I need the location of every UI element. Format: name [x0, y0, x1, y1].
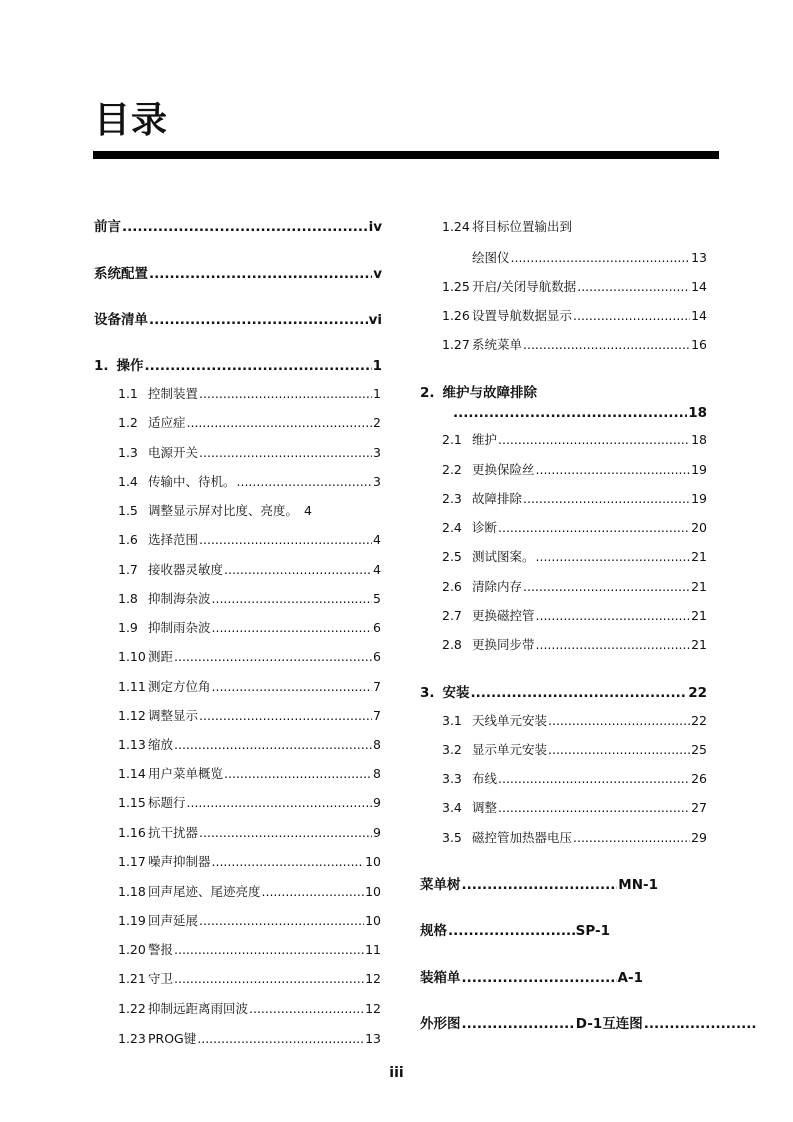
toc-entry-label: PROG键: [148, 1031, 197, 1046]
toc-entry[interactable]: [442, 518, 707, 536]
toc-entry-page: 22: [688, 685, 707, 701]
toc-entry-label: 调整显示: [148, 708, 199, 723]
toc-entry-number: 1.8: [118, 591, 138, 606]
toc-entry-label: 清除内存: [472, 579, 523, 594]
toc-entry-label: 绘图仪: [472, 250, 510, 265]
toc-entry[interactable]: [442, 217, 707, 235]
toc-entry-number: 1.27: [442, 337, 470, 352]
toc-entry-label: 测定方位角: [148, 679, 211, 694]
toc-entry-number: 3.2: [442, 742, 462, 757]
toc-leader-dots: [511, 250, 691, 265]
toc-entry[interactable]: [118, 1029, 381, 1047]
toc-entry[interactable]: [118, 647, 381, 665]
toc-entry[interactable]: [94, 215, 382, 235]
toc-leader-dots: [573, 830, 690, 845]
toc-entry-number: 2.1: [442, 432, 462, 447]
toc-entry-page: 13: [691, 250, 707, 265]
toc-entry-number: 1.22: [118, 1001, 146, 1016]
toc-entry-label: 回声尾迹、尾迹亮度: [148, 884, 261, 899]
toc-leader-dots: [523, 579, 690, 594]
toc-entry-label: 抑制海杂波: [148, 591, 211, 606]
toc-leader-dots: [548, 742, 690, 757]
toc-entry[interactable]: [118, 384, 381, 402]
toc-entry-number: 1.13: [118, 737, 146, 752]
toc-leader-dots: [548, 713, 690, 728]
toc-entry-label: 电源开关: [148, 445, 199, 460]
toc-entry-number: 1.16: [118, 825, 146, 840]
toc-entry-page: 3: [373, 474, 381, 489]
toc-entry-number: 1.7: [118, 562, 138, 577]
toc-leader-dots: [197, 1031, 364, 1046]
toc-entry[interactable]: [472, 248, 707, 266]
toc-entry-number: 2.6: [442, 579, 462, 594]
toc-entry[interactable]: [442, 577, 707, 595]
toc-leader-dots: [174, 737, 372, 752]
toc-entry[interactable]: [118, 677, 381, 695]
toc-entry[interactable]: [118, 940, 381, 958]
toc-entry-number: 1.14: [118, 766, 146, 781]
toc-entry-label: 显示单元安装: [472, 742, 548, 757]
toc-entry-page: 8: [373, 737, 381, 752]
toc-entry[interactable]: [118, 560, 381, 578]
toc-entry[interactable]: [442, 828, 707, 846]
toc-leader-dots: [224, 766, 372, 781]
toc-entry-page: 4: [373, 562, 381, 577]
toc-leader-dots: [122, 219, 368, 235]
toc-entry-number: 1.20: [118, 942, 146, 957]
toc-entry-page: 6: [373, 620, 381, 635]
toc-entry[interactable]: [118, 413, 381, 431]
toc-entry[interactable]: [118, 882, 381, 900]
toc-leader-dots: [174, 942, 364, 957]
toc-entry-page: D-1互连图: [575, 1016, 643, 1032]
toc-entry-page: 10: [365, 884, 381, 899]
toc-entry-page: 6: [373, 649, 381, 664]
toc-entry-label: 维护: [472, 432, 498, 447]
toc-entry[interactable]: [442, 547, 707, 565]
toc-entry-number: 1.19: [118, 913, 146, 928]
toc-entry-label: 用户菜单概览: [148, 766, 224, 781]
toc-entry-page: 11: [365, 942, 381, 957]
toc-entry-number: 2.4: [442, 520, 462, 535]
toc-entry-page: 7: [373, 679, 381, 694]
toc-entry-label: 操作: [116, 358, 144, 374]
toc-entry[interactable]: [442, 335, 707, 353]
toc-entry-number: 1.26: [442, 308, 470, 323]
toc-entry[interactable]: [420, 381, 707, 401]
toc-entry-label: 安装: [442, 685, 470, 701]
toc-entry-label: 故障排除: [472, 491, 523, 506]
toc-entry-page: 4: [373, 532, 381, 547]
toc-leader-dots: [536, 462, 691, 477]
toc-entry-label: 外形图: [420, 1016, 461, 1032]
toc-entry[interactable]: [420, 919, 610, 939]
toc-entry-number: 1.10: [118, 649, 146, 664]
toc-entry[interactable]: [442, 489, 707, 507]
toc-leader-dots: [224, 562, 372, 577]
toc-leader-dots: [536, 637, 691, 652]
toc-entry-number: 1.25: [442, 279, 470, 294]
toc-entry[interactable]: [118, 852, 381, 870]
toc-entry-number: 1.3: [118, 445, 138, 460]
toc-leader-dots: [462, 1016, 575, 1032]
toc-leader-dots: [199, 913, 364, 928]
toc-entry-label: 抑制远距离雨回波: [148, 1001, 249, 1016]
toc-entry[interactable]: [118, 735, 381, 753]
toc-entry[interactable]: [118, 823, 381, 841]
toc-entry-label: 规格: [420, 923, 447, 939]
toc-entry-number: 3.3: [442, 771, 462, 786]
toc-entry-label: 控制装置: [148, 386, 199, 401]
toc-leader-dots: [174, 971, 364, 986]
toc-entry[interactable]: [118, 999, 381, 1017]
toc-entry-page: 13: [365, 1031, 381, 1046]
toc-entry-page: 5: [373, 591, 381, 606]
toc-entry[interactable]: [420, 873, 658, 893]
toc-entry[interactable]: [442, 635, 707, 653]
toc-entry-page: 29: [691, 830, 707, 845]
toc-leader-dots: [536, 608, 691, 623]
toc-entry[interactable]: [420, 966, 643, 986]
toc-entry-page: 10: [365, 854, 381, 869]
toc-entry-label: 设备清单: [94, 312, 148, 328]
page-number: iii: [389, 1065, 404, 1081]
toc-entry-label: 更换保险丝: [472, 462, 535, 477]
toc-entry-label: 选择范围: [148, 532, 199, 547]
toc-entry-page: 1: [373, 386, 381, 401]
toc-leader-dots: [262, 884, 365, 899]
toc-entry-page: 7: [373, 708, 381, 723]
page-title: 目录: [94, 100, 169, 141]
toc-leader-dots: [498, 800, 690, 815]
toc-entry-label: 菜单树: [420, 877, 461, 893]
toc-entry-page: 4: [304, 503, 312, 518]
toc-leader-dots: [212, 620, 373, 635]
toc-entry[interactable]: [452, 405, 707, 421]
toc-entry-label: 噪声抑制器: [148, 854, 211, 869]
toc-entry-label: 标题行: [148, 795, 186, 810]
toc-entry-label: 开启/关闭导航数据: [472, 279, 577, 294]
toc-entry-number: 2.2: [442, 462, 462, 477]
toc-entry-page: A-1: [617, 970, 643, 986]
toc-entry-label: 前言: [94, 219, 121, 235]
toc-entry[interactable]: [442, 430, 707, 448]
toc-entry[interactable]: [442, 277, 707, 295]
toc-entry[interactable]: [442, 460, 707, 478]
toc-entry[interactable]: [94, 308, 382, 328]
toc-entry[interactable]: [94, 262, 382, 282]
toc-entry-number: 1.4: [118, 474, 138, 489]
toc-entry-label: 抗干扰器: [148, 825, 199, 840]
toc-entry[interactable]: [442, 769, 707, 787]
toc-entry[interactable]: [442, 306, 707, 324]
toc-entry-label: 抑制雨杂波: [148, 620, 211, 635]
toc-entry-page: 25: [691, 742, 707, 757]
toc-leader-dots: [145, 358, 372, 374]
toc-leader-dots: [523, 337, 690, 352]
toc-entry-label: 天线单元安装: [472, 713, 548, 728]
toc-entry-number: 2.7: [442, 608, 462, 623]
toc-leader-dots: [453, 405, 687, 421]
toc-leader-dots: [644, 1016, 757, 1032]
toc-entry-label: 维护与故障排除: [442, 385, 538, 401]
toc-entry-number: 1.18: [118, 884, 146, 899]
toc-entry-page: 9: [373, 795, 381, 810]
toc-entry-label: 调整显示屏对比度、亮度。: [148, 503, 299, 518]
toc-entry-label: 测距: [148, 649, 174, 664]
toc-entry-label: 传输中、待机。: [148, 474, 236, 489]
toc-entry-page: 18: [688, 405, 707, 421]
title-divider: [93, 151, 719, 159]
toc-entry-number: 3.: [420, 685, 435, 701]
toc-entry-label: 设置导航数据显示: [472, 308, 573, 323]
toc-entry-number: 1.24: [442, 219, 470, 234]
toc-entry-page: 1: [372, 358, 382, 374]
toc-entry-page: SP-1: [575, 923, 610, 939]
toc-entry-label: 布线: [472, 771, 498, 786]
toc-entry[interactable]: [118, 793, 381, 811]
toc-leader-dots: [577, 279, 690, 294]
toc-entry[interactable]: [118, 501, 381, 519]
toc-entry-number: 3.5: [442, 830, 462, 845]
toc-entry[interactable]: [442, 606, 707, 624]
toc-entry[interactable]: [420, 681, 707, 701]
toc-entry[interactable]: [118, 589, 381, 607]
toc-leader-dots: [187, 415, 373, 430]
toc-leader-dots: [462, 877, 618, 893]
toc-entry-label: 调整: [472, 800, 498, 815]
toc-entry[interactable]: [118, 443, 381, 461]
toc-entry-page: 21: [691, 608, 707, 623]
toc-entry[interactable]: [420, 1012, 758, 1032]
toc-leader-dots: [149, 312, 368, 328]
toc-entry-number: 1.15: [118, 795, 146, 810]
toc-leader-dots: [199, 532, 372, 547]
toc-entry-page: 19: [691, 462, 707, 477]
toc-entry-number: 1.6: [118, 532, 138, 547]
toc-entry-label: 缩放: [148, 737, 174, 752]
toc-leader-dots: [471, 685, 688, 701]
toc-entry-number: 1.23: [118, 1031, 146, 1046]
toc-entry-number: 2.3: [442, 491, 462, 506]
toc-leader-dots: [536, 549, 691, 564]
toc-entry-number: 1.21: [118, 971, 146, 986]
toc-entry-page: 21: [691, 579, 707, 594]
toc-entry-number: 1.5: [118, 503, 138, 518]
toc-entry-page: 27: [691, 800, 707, 815]
toc-entry-page: 12: [365, 971, 381, 986]
toc-entry-page: 16: [691, 337, 707, 352]
toc-entry-label: 适应症: [148, 415, 186, 430]
toc-entry-page: 26: [691, 771, 707, 786]
toc-entry-number: 1.17: [118, 854, 146, 869]
toc-entry-number: 1.: [94, 358, 109, 374]
toc-entry-label: 磁控管加热器电压: [472, 830, 573, 845]
toc-entry-page: 21: [691, 549, 707, 564]
toc-entry-label: 回声延展: [148, 913, 199, 928]
toc-entry-number: 2.8: [442, 637, 462, 652]
toc-leader-dots: [462, 970, 617, 986]
toc-entry-page: 14: [691, 308, 707, 323]
toc-entry-label: 装箱单: [420, 970, 461, 986]
toc-leader-dots: [212, 591, 373, 606]
toc-leader-dots: [199, 708, 372, 723]
toc-entry-label: 更换磁控管: [472, 608, 535, 623]
toc-entry-page: 8: [373, 766, 381, 781]
toc-leader-dots: [187, 795, 373, 810]
toc-entry-number: 1.1: [118, 386, 138, 401]
toc-leader-dots: [573, 308, 690, 323]
toc-leader-dots: [523, 491, 690, 506]
toc-entry[interactable]: [94, 354, 382, 374]
toc-entry-number: 1.2: [118, 415, 138, 430]
toc-entry[interactable]: [118, 530, 381, 548]
toc-entry-number: 2.5: [442, 549, 462, 564]
toc-entry[interactable]: [442, 798, 707, 816]
toc-entry[interactable]: [442, 740, 707, 758]
toc-leader-dots: [498, 520, 690, 535]
toc-leader-dots: [199, 445, 372, 460]
toc-entry-number: 1.9: [118, 620, 138, 635]
toc-entry-page: vi: [368, 312, 382, 328]
toc-entry-label: 接收器灵敏度: [148, 562, 224, 577]
toc-entry-page: 10: [365, 913, 381, 928]
toc-entry[interactable]: [118, 764, 381, 782]
toc-entry[interactable]: [118, 472, 381, 490]
toc-leader-dots: [174, 649, 372, 664]
toc-entry[interactable]: [118, 911, 381, 929]
toc-entry-label: 更换同步带: [472, 637, 535, 652]
toc-entry-page: iv: [368, 219, 382, 235]
toc-entry-label: 警报: [148, 942, 174, 957]
toc-leader-dots: [498, 432, 690, 447]
toc-entry-page: 14: [691, 279, 707, 294]
toc-entry-page: 20: [691, 520, 707, 535]
toc-entry[interactable]: [442, 711, 707, 729]
toc-entry-label: 系统配置: [94, 266, 148, 282]
toc-leader-dots: [212, 679, 373, 694]
toc-entry-page: v: [373, 266, 382, 282]
toc-entry-number: 1.11: [118, 679, 146, 694]
toc-leader-dots: [149, 266, 372, 282]
toc-entry-label: 诊断: [472, 520, 498, 535]
toc-entry-page: 22: [691, 713, 707, 728]
toc-entry-page: 21: [691, 637, 707, 652]
toc-entry[interactable]: [118, 706, 381, 724]
toc-leader-dots: [199, 386, 372, 401]
toc-entry-label: 系统菜单: [472, 337, 523, 352]
toc-entry-page: MN-1: [618, 877, 658, 893]
toc-leader-dots: [448, 923, 575, 939]
toc-leader-dots: [498, 771, 690, 786]
toc-leader-dots: [212, 854, 365, 869]
toc-entry[interactable]: [118, 969, 381, 987]
toc-entry[interactable]: [118, 618, 381, 636]
toc-entry-page: 19: [691, 491, 707, 506]
toc-leader-dots: [249, 1001, 364, 1016]
toc-entry-label: 将目标位置输出到: [472, 219, 573, 234]
toc-entry-number: 1.12: [118, 708, 146, 723]
toc-leader-dots: [237, 474, 373, 489]
toc-entry-page: 12: [365, 1001, 381, 1016]
toc-entry-page: 18: [691, 432, 707, 447]
toc-entry-page: 2: [373, 415, 381, 430]
toc-entry-label: 守卫: [148, 971, 174, 986]
toc-entry-page: 3: [373, 445, 381, 460]
toc-entry-label: 测试图案。: [472, 549, 535, 564]
toc-entry-number: 3.1: [442, 713, 462, 728]
toc-leader-dots: [199, 825, 372, 840]
toc-entry-number: 3.4: [442, 800, 462, 815]
toc-entry-number: 2.: [420, 385, 435, 401]
toc-entry-page: 9: [373, 825, 381, 840]
